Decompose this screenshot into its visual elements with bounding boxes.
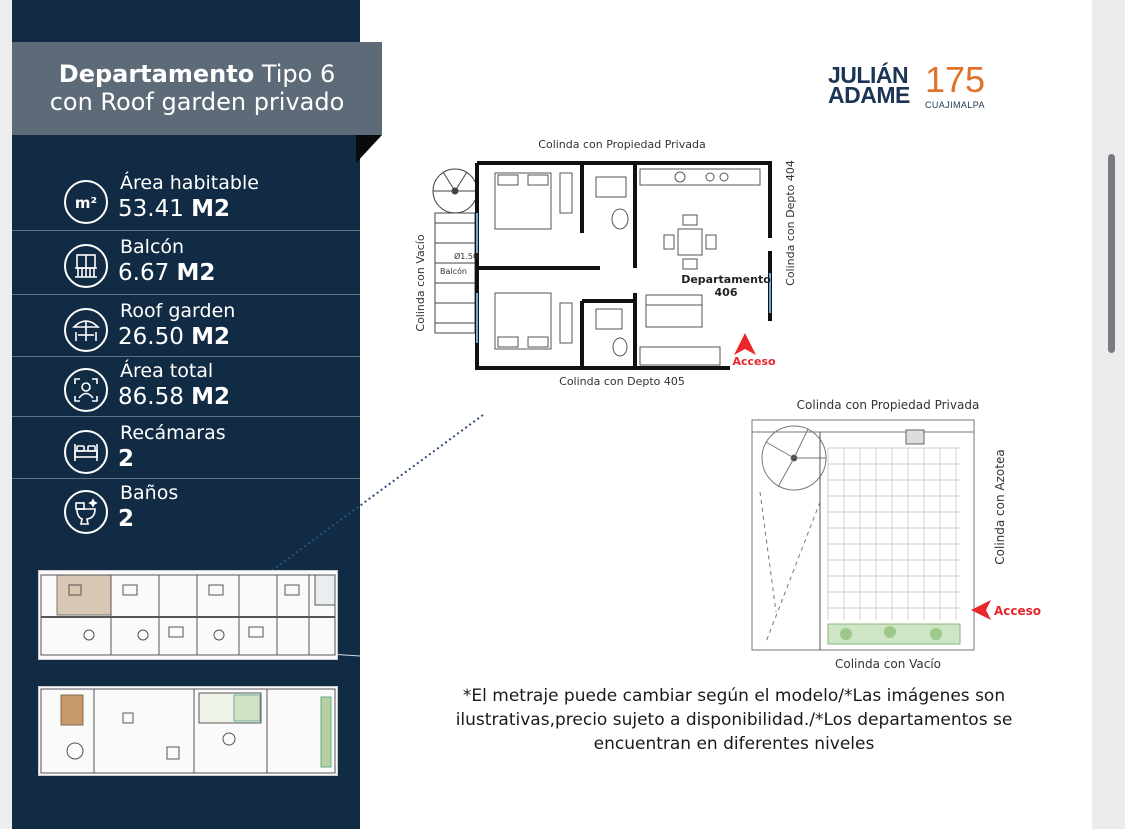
- apartment-walls: [477, 163, 770, 368]
- spec-value: 2: [118, 446, 135, 472]
- spec-divider: [12, 478, 360, 479]
- spec-divider: [12, 416, 360, 417]
- disclaimer-line: ilustrativas,precio sujeto a disponibilidad./*Los departamentos se: [455, 710, 1013, 730]
- spec-label: Roof garden: [120, 300, 236, 322]
- logo-line1: JULIÁN: [828, 62, 909, 88]
- unit-title-line2: con Roof garden privado: [49, 88, 345, 116]
- spec-label: Área total: [120, 360, 214, 382]
- spec-recamaras: [12, 422, 360, 482]
- spiral-stair: [433, 169, 477, 333]
- spec-divider: [12, 356, 360, 357]
- spec-label: Área habitable: [120, 172, 259, 194]
- spec-divider: [12, 230, 360, 231]
- spec-label: Baños: [120, 482, 179, 504]
- roof-right-label: Colinda con Azotea: [993, 449, 1007, 565]
- julian-adame-175-logo: [828, 59, 998, 114]
- unit-name-label: Departamento: [681, 273, 771, 286]
- logo-number: 175: [925, 59, 986, 100]
- spec-area-total: [12, 360, 360, 420]
- umbrella-table-icon: [64, 308, 108, 352]
- logo-subtitle: CUAJIMALPA: [925, 100, 985, 110]
- spec-banos: [12, 482, 360, 542]
- spec-label: Recámaras: [120, 422, 226, 444]
- spec-divider: [12, 294, 360, 295]
- title-fold-decoration: [356, 135, 382, 163]
- spec-label: Balcón: [120, 236, 185, 258]
- roof-tile-grid: [828, 448, 960, 620]
- roof-access-label: Acceso: [994, 604, 1042, 618]
- access-label: Acceso: [732, 355, 776, 368]
- spec-area-habitable: [12, 172, 360, 232]
- spec-value: 86.58 M2: [118, 384, 231, 410]
- bed-icon: [64, 430, 108, 474]
- unit-title-line1: Departamento Tipo 6: [58, 60, 336, 88]
- plan-top-label: Colinda con Propiedad Privada: [538, 138, 706, 151]
- building-roofplan-thumbnail: [38, 686, 338, 776]
- logo-line2: ADAME: [828, 82, 910, 108]
- unit-number-label: 406: [714, 286, 738, 299]
- balcony-label: Balcón: [440, 267, 467, 276]
- disclaimer-line: *El metraje puede cambiar según el modelo/*Las imágenes son: [462, 686, 1006, 706]
- roof-top-label: Colinda con Propiedad Privada: [796, 398, 980, 412]
- apartment-floor-plan: [410, 133, 830, 393]
- page-margin: [0, 0, 12, 829]
- roof-bottom-label: Colinda con Vacío: [834, 657, 942, 671]
- disclaimer-text: [420, 684, 1048, 756]
- area-total-icon: [64, 368, 108, 412]
- spec-value: 2: [118, 506, 135, 532]
- svg-text:m²: m²: [74, 194, 98, 212]
- unit-title-box: [12, 42, 382, 135]
- spec-balcon: [12, 236, 360, 296]
- m2-icon: [64, 180, 108, 224]
- building-floorplan-thumbnail: [38, 570, 338, 660]
- scrollbar-track[interactable]: [1092, 0, 1125, 829]
- spec-value: 6.67 M2: [118, 260, 216, 286]
- plan-right-label: Colinda con Depto 404: [784, 160, 797, 286]
- spec-roof-garden: [12, 300, 360, 360]
- roof-garden-plan: [746, 392, 1042, 672]
- disclaimer-line: encuentran en diferentes niveles: [593, 734, 875, 754]
- toilet-icon: [64, 490, 108, 534]
- spec-value: 53.41 M2: [118, 196, 231, 222]
- balcony-icon: [64, 244, 108, 288]
- scrollbar-thumb[interactable]: [1108, 154, 1115, 353]
- plan-left-label: Colinda con Vacío: [414, 234, 427, 332]
- circle-dimension: Ø1.50: [454, 252, 479, 261]
- spec-value: 26.50 M2: [118, 324, 231, 350]
- plan-bottom-label: Colinda con Depto 405: [559, 375, 685, 388]
- access-arrow-icon: [734, 333, 756, 355]
